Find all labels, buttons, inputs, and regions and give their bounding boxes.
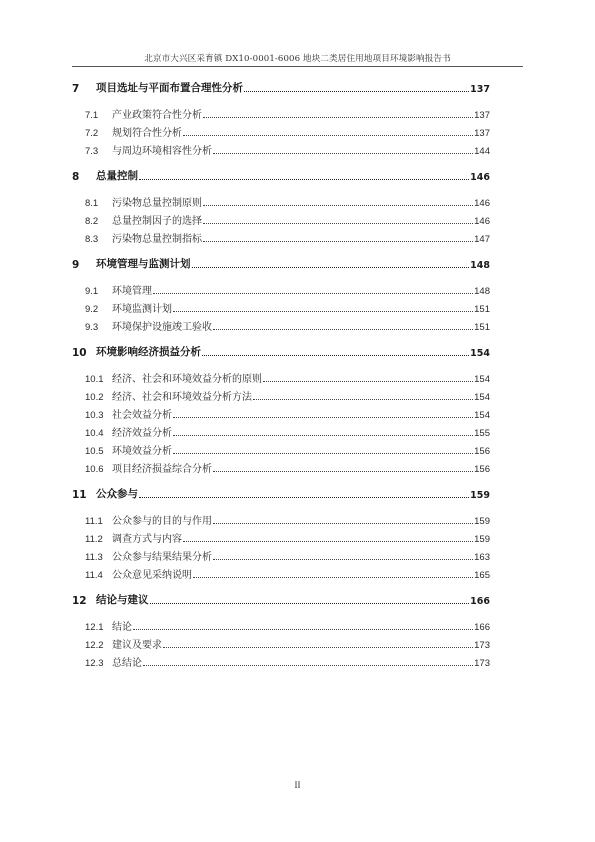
toc-dot-leader	[253, 398, 473, 400]
toc-dot-leader	[173, 434, 473, 436]
toc-entry-page: 154	[474, 374, 490, 385]
toc-entry-page: 154	[474, 410, 490, 421]
toc-section-entry[interactable]	[72, 617, 490, 633]
toc-entry-title: 环境监测计划	[112, 304, 172, 315]
toc-entry-page: 173	[474, 640, 490, 651]
toc-entry-number: 7.2	[85, 128, 99, 139]
toc-dot-leader	[173, 310, 473, 312]
toc-entry-number: 9	[72, 259, 80, 271]
toc-section-entry[interactable]	[72, 141, 490, 157]
toc-entry-title: 与周边环境相容性分析	[112, 146, 212, 157]
toc-entry-page: 159	[470, 490, 490, 501]
toc-entry-number: 8.2	[85, 216, 99, 227]
toc-entry-title: 经济、社会和环境效益分析方法	[112, 392, 252, 403]
toc-entry-number: 11.2	[85, 534, 103, 545]
toc-section-entry[interactable]	[72, 317, 490, 333]
toc-entry-title: 规划符合性分析	[112, 128, 182, 139]
toc-section-entry[interactable]	[72, 405, 490, 421]
toc-entry-title: 经济效益分析	[112, 428, 172, 439]
toc-dot-leader	[203, 222, 473, 224]
toc-entry-title: 公众意见采纳说明	[112, 570, 192, 581]
toc-entry-page: 148	[474, 286, 490, 297]
toc-section-entry[interactable]	[72, 387, 490, 403]
toc-entry-title: 环境管理与监测计划	[96, 258, 191, 270]
toc-entry-title: 污染物总量控制原则	[112, 198, 202, 209]
toc-entry-number: 12.2	[85, 640, 104, 651]
document-header: 北京市大兴区采育镇 DX10-0001-6006 地块二类居住用地项目环境影响报告书	[144, 54, 451, 64]
toc-dot-leader	[133, 628, 473, 630]
toc-section-entry[interactable]	[72, 229, 490, 245]
toc-section-entry[interactable]	[72, 281, 490, 297]
toc-entry-number: 8.3	[85, 234, 99, 245]
toc-entry-title: 结论与建议	[96, 594, 149, 606]
toc-section-entry[interactable]	[72, 547, 490, 563]
toc-dot-leader	[183, 134, 473, 136]
toc-entry-page: 148	[470, 260, 490, 271]
toc-entry-number: 12.1	[85, 622, 104, 633]
toc-entry-page: 163	[474, 552, 490, 563]
toc-dot-leader	[263, 380, 473, 382]
toc-dot-leader	[139, 496, 469, 498]
toc-entry-page: 155	[474, 428, 490, 439]
toc-entry-page: 154	[474, 392, 490, 403]
toc-entry-page: 137	[474, 110, 490, 121]
toc-dot-leader	[213, 558, 473, 560]
toc-entry-number: 11	[72, 489, 87, 501]
toc-entry-title: 总量控制	[96, 170, 138, 182]
toc-entry-number: 10.3	[85, 410, 104, 421]
toc-entry-number: 11.3	[85, 552, 103, 563]
toc-entry-number: 7	[72, 83, 80, 95]
toc-entry-number: 9.1	[85, 286, 99, 297]
toc-entry-page: 165	[474, 570, 490, 581]
toc-chapter-entry[interactable]	[72, 255, 490, 271]
toc-dot-leader	[173, 416, 473, 418]
toc-entry-page: 137	[474, 128, 490, 139]
toc-section-entry[interactable]	[72, 123, 490, 139]
toc-entry-number: 12.3	[85, 658, 104, 669]
toc-entry-page: 154	[470, 348, 490, 359]
toc-entry-title: 社会效益分析	[112, 410, 172, 421]
toc-entry-title: 总量控制因子的选择	[112, 216, 202, 227]
toc-dot-leader	[244, 90, 469, 92]
toc-entry-page: 151	[474, 322, 490, 333]
toc-dot-leader	[213, 152, 473, 154]
toc-dot-leader	[202, 354, 469, 356]
toc-entry-number: 11.4	[85, 570, 103, 581]
toc-chapter-entry[interactable]	[72, 485, 490, 501]
toc-entry-title: 环境管理	[112, 286, 152, 297]
toc-section-entry[interactable]	[72, 105, 490, 121]
toc-entry-number: 10.4	[85, 428, 104, 439]
toc-entry-number: 10.2	[85, 392, 104, 403]
toc-entry-title: 结论	[112, 622, 132, 633]
toc-section-entry[interactable]	[72, 423, 490, 439]
toc-entry-title: 经济、社会和环境效益分析的原则	[112, 374, 262, 385]
toc-section-entry[interactable]	[72, 211, 490, 227]
toc-entry-number: 10	[72, 347, 87, 359]
toc-chapter-entry[interactable]	[72, 591, 490, 607]
toc-entry-page: 137	[470, 84, 490, 95]
toc-entry-page: 147	[474, 234, 490, 245]
toc-entry-page: 159	[474, 534, 490, 545]
toc-dot-leader	[192, 266, 470, 268]
toc-section-entry[interactable]	[72, 653, 490, 669]
toc-entry-title: 产业政策符合性分析	[112, 110, 202, 121]
toc-section-entry[interactable]	[72, 511, 490, 527]
toc-entry-title: 总结论	[112, 658, 142, 669]
toc-section-entry[interactable]	[72, 193, 490, 209]
toc-entry-title: 污染物总量控制指标	[112, 234, 202, 245]
toc-entry-title: 建议及要求	[112, 640, 162, 651]
toc-entry-title: 公众参与结果结果分析	[112, 552, 212, 563]
toc-dot-leader	[203, 116, 473, 118]
toc-entry-title: 公众参与	[96, 488, 138, 500]
toc-entry-page: 151	[474, 304, 490, 315]
toc-entry-title: 环境保护设施竣工验收	[112, 322, 212, 333]
toc-entry-title: 项目经济损益综合分析	[112, 464, 212, 475]
toc-dot-leader	[139, 178, 469, 180]
toc-section-entry[interactable]	[72, 459, 490, 475]
toc-section-entry[interactable]	[72, 441, 490, 457]
toc-dot-leader	[213, 522, 473, 524]
toc-section-entry[interactable]	[72, 529, 490, 545]
toc-dot-leader	[213, 328, 473, 330]
toc-dot-leader	[143, 664, 473, 666]
toc-dot-leader	[193, 576, 473, 578]
toc-entry-number: 12	[72, 595, 87, 607]
toc-entry-page: 166	[474, 622, 490, 633]
toc-entry-page: 173	[474, 658, 490, 669]
toc-entry-number: 8	[72, 171, 80, 183]
header-rule	[72, 66, 523, 67]
toc-dot-leader	[150, 602, 470, 604]
toc-chapter-entry[interactable]	[72, 167, 490, 183]
toc-entry-page: 146	[470, 172, 490, 183]
toc-dot-leader	[213, 470, 473, 472]
toc-entry-number: 9.2	[85, 304, 99, 315]
toc-entry-title: 环境效益分析	[112, 446, 172, 457]
toc-dot-leader	[203, 240, 473, 242]
toc-entry-number: 10.1	[85, 374, 104, 385]
toc-entry-page: 146	[474, 216, 490, 227]
toc-entry-number: 10.6	[85, 464, 104, 475]
toc-entry-number: 11.1	[85, 516, 103, 527]
toc-dot-leader	[163, 646, 473, 648]
toc-entry-page: 144	[474, 146, 490, 157]
toc-entry-title: 项目选址与平面布置合理性分析	[96, 82, 243, 94]
toc-section-entry[interactable]	[72, 565, 490, 581]
toc-section-entry[interactable]	[72, 299, 490, 315]
toc-entry-title: 环境影响经济损益分析	[96, 346, 201, 358]
toc-dot-leader	[203, 204, 473, 206]
toc-entry-number: 10.5	[85, 446, 104, 457]
toc-entry-page: 156	[474, 464, 490, 475]
toc-dot-leader	[173, 452, 473, 454]
toc-entry-title: 公众参与的目的与作用	[112, 516, 212, 527]
toc-entry-number: 7.3	[85, 146, 99, 157]
toc-section-entry[interactable]	[72, 635, 490, 651]
toc-entry-number: 7.1	[85, 110, 99, 121]
page-number: II	[294, 780, 301, 790]
toc-entry-title: 调查方式与内容	[112, 534, 182, 545]
toc-entry-page: 156	[474, 446, 490, 457]
toc-dot-leader	[183, 540, 473, 542]
toc-entry-page: 159	[474, 516, 490, 527]
toc-entry-page: 166	[470, 596, 490, 607]
toc-section-entry[interactable]	[72, 369, 490, 385]
toc-chapter-entry[interactable]	[72, 343, 490, 359]
toc-entry-number: 9.3	[85, 322, 99, 333]
toc-entry-number: 8.1	[85, 198, 99, 209]
toc-chapter-entry[interactable]	[72, 79, 490, 95]
toc-entry-page: 146	[474, 198, 490, 209]
toc-dot-leader	[153, 292, 473, 294]
